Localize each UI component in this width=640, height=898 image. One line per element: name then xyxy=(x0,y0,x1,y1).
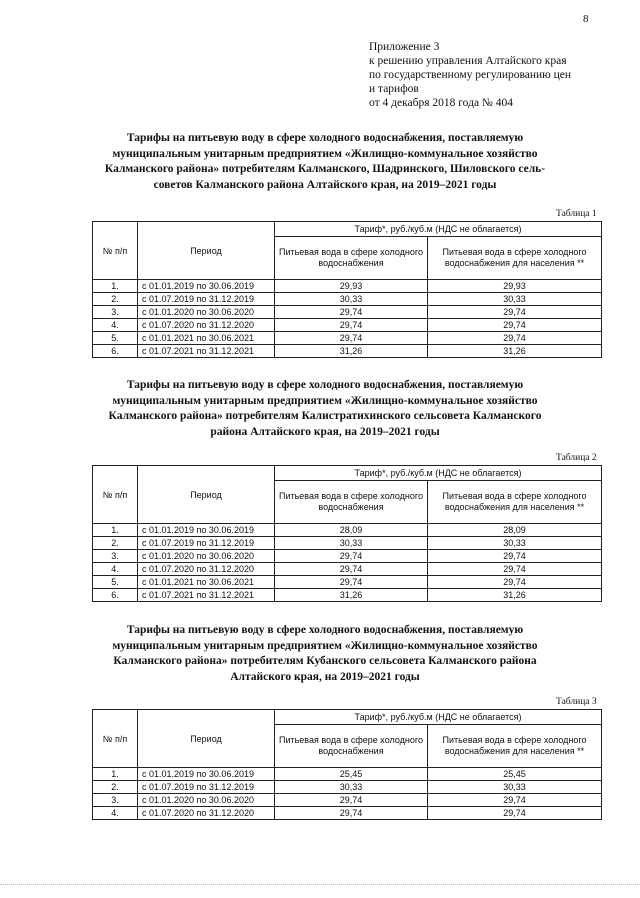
header-col-population: Питьевая вода в сфере холодного водоснабжения для населения ** xyxy=(428,725,602,768)
page-bottom-edge xyxy=(0,884,640,885)
row-tariff-population: 30,33 xyxy=(428,537,602,550)
table-row xyxy=(93,537,602,550)
row-number: 6. xyxy=(93,589,138,602)
row-period: с 01.07.2020 по 31.12.2020 xyxy=(138,319,275,332)
row-period: с 01.01.2019 по 30.06.2019 xyxy=(138,280,275,293)
header-col-population: Питьевая вода в сфере холодного водоснабжения для населения ** xyxy=(428,481,602,524)
header-tariff: Тариф*, руб./куб.м (НДС не облагается) xyxy=(275,466,602,481)
row-tariff-general: 31,26 xyxy=(275,589,428,602)
table-row xyxy=(93,563,602,576)
row-period: с 01.07.2019 по 31.12.2019 xyxy=(138,537,275,550)
row-tariff-population: 29,74 xyxy=(428,550,602,563)
table-row xyxy=(93,550,602,563)
row-number: 3. xyxy=(93,794,138,807)
table-2-caption: Таблица 2 xyxy=(556,453,597,463)
row-tariff-general: 29,74 xyxy=(275,550,428,563)
tariff-table-2 xyxy=(92,465,602,602)
appendix-line: к решению управления Алтайского края xyxy=(369,55,567,67)
table-row xyxy=(93,293,602,306)
row-period: с 01.07.2020 по 31.12.2020 xyxy=(138,807,275,820)
table-1-caption: Таблица 1 xyxy=(556,209,597,219)
row-number: 4. xyxy=(93,563,138,576)
row-tariff-general: 29,74 xyxy=(275,319,428,332)
table-row xyxy=(93,794,602,807)
row-tariff-general: 30,33 xyxy=(275,537,428,550)
row-tariff-general: 29,74 xyxy=(275,332,428,345)
appendix-line: от 4 декабря 2018 года № 404 xyxy=(369,97,514,109)
row-period: с 01.01.2021 по 30.06.2021 xyxy=(138,332,275,345)
header-tariff: Тариф*, руб./куб.м (НДС не облагается) xyxy=(275,222,602,237)
row-period: с 01.01.2020 по 30.06.2020 xyxy=(138,306,275,319)
row-period: с 01.01.2020 по 30.06.2020 xyxy=(138,550,275,563)
row-number: 4. xyxy=(93,807,138,820)
header-num: № п/п xyxy=(93,222,138,280)
row-tariff-general: 29,74 xyxy=(275,807,428,820)
header-col-general: Питьевая вода в сфере холодного водоснабжения xyxy=(275,237,428,280)
appendix-block xyxy=(369,40,571,110)
row-period: с 01.01.2021 по 30.06.2021 xyxy=(138,576,275,589)
table-row xyxy=(93,280,602,293)
row-number: 2. xyxy=(93,537,138,550)
row-period: с 01.07.2021 по 31.12.2021 xyxy=(138,345,275,358)
row-period: с 01.07.2019 по 31.12.2019 xyxy=(138,781,275,794)
row-number: 1. xyxy=(93,280,138,293)
row-tariff-general: 29,74 xyxy=(275,306,428,319)
table-row xyxy=(93,589,602,602)
row-tariff-population: 29,74 xyxy=(428,319,602,332)
row-number: 4. xyxy=(93,319,138,332)
row-number: 6. xyxy=(93,345,138,358)
header-col-general: Питьевая вода в сфере холодного водоснабжения xyxy=(275,481,428,524)
tariff-table-3 xyxy=(92,709,602,820)
row-tariff-general: 29,93 xyxy=(275,280,428,293)
table-row xyxy=(93,768,602,781)
tariff-table-1 xyxy=(92,221,602,358)
row-period: с 01.07.2021 по 31.12.2021 xyxy=(138,589,275,602)
row-number: 5. xyxy=(93,332,138,345)
row-tariff-population: 31,26 xyxy=(428,345,602,358)
header-period: Период xyxy=(138,710,275,768)
row-number: 5. xyxy=(93,576,138,589)
row-period: с 01.07.2019 по 31.12.2019 xyxy=(138,293,275,306)
header-col-population: Питьевая вода в сфере холодного водоснабжения для населения ** xyxy=(428,237,602,280)
row-tariff-general: 25,45 xyxy=(275,768,428,781)
header-period: Период xyxy=(138,466,275,524)
header-tariff: Тариф*, руб./куб.м (НДС не облагается) xyxy=(275,710,602,725)
row-tariff-population: 30,33 xyxy=(428,293,602,306)
row-tariff-population: 29,74 xyxy=(428,563,602,576)
appendix-line: Приложение 3 xyxy=(369,41,440,53)
row-tariff-general: 28,09 xyxy=(275,524,428,537)
header-num: № п/п xyxy=(93,710,138,768)
table-row xyxy=(93,807,602,820)
table-row xyxy=(93,781,602,794)
table-row xyxy=(93,306,602,319)
row-number: 2. xyxy=(93,293,138,306)
page-number: 8 xyxy=(583,13,589,25)
section-2-heading: Тарифы на питьевую воду в сфере холодного водоснабжения, поставляемую муниципальным унитарным предприятием «Жилищно-коммунальное хозяйство Калманского района» потребителям Калистратихинского сельсовета Калманского района Алтайского края, на 2019–2021 годы xyxy=(108,379,542,438)
row-number: 1. xyxy=(93,524,138,537)
row-number: 1. xyxy=(93,768,138,781)
header-period: Период xyxy=(138,222,275,280)
row-period: с 01.01.2020 по 30.06.2020 xyxy=(138,794,275,807)
row-tariff-population: 29,93 xyxy=(428,280,602,293)
appendix-line: и тарифов xyxy=(369,83,419,95)
table-row xyxy=(93,332,602,345)
header-num: № п/п xyxy=(93,466,138,524)
row-tariff-population: 29,74 xyxy=(428,807,602,820)
row-tariff-general: 29,74 xyxy=(275,794,428,807)
row-period: с 01.01.2019 по 30.06.2019 xyxy=(138,768,275,781)
table-3-caption: Таблица 3 xyxy=(556,697,597,707)
row-tariff-general: 30,33 xyxy=(275,293,428,306)
table-row xyxy=(93,576,602,589)
row-period: с 01.07.2020 по 31.12.2020 xyxy=(138,563,275,576)
section-1-heading: Тарифы на питьевую воду в сфере холодного водоснабжения, поставляемую муниципальным унитарным предприятием «Жилищно-коммунальное хозяйство Калманского района» потребителям Калманского, Шадринского, Шиловского сель-советов Калманского района Алтайского края, на 2019–2021 годы xyxy=(104,132,546,191)
row-tariff-general: 31,26 xyxy=(275,345,428,358)
row-number: 3. xyxy=(93,550,138,563)
header-col-general: Питьевая вода в сфере холодного водоснабжения xyxy=(275,725,428,768)
row-tariff-population: 25,45 xyxy=(428,768,602,781)
row-period: с 01.01.2019 по 30.06.2019 xyxy=(138,524,275,537)
row-tariff-general: 29,74 xyxy=(275,576,428,589)
row-tariff-population: 29,74 xyxy=(428,332,602,345)
row-tariff-population: 31,26 xyxy=(428,589,602,602)
row-tariff-general: 30,33 xyxy=(275,781,428,794)
table-row xyxy=(93,345,602,358)
table-row xyxy=(93,524,602,537)
section-3-heading: Тарифы на питьевую воду в сфере холодного водоснабжения, поставляемую муниципальным унитарным предприятием «Жилищно-коммунальное хозяйство Калманского района» потребителям Кубанского сельсовета Калманского района Алтайского края, на 2019–2021 годы xyxy=(112,624,538,683)
row-tariff-population: 28,09 xyxy=(428,524,602,537)
row-tariff-population: 30,33 xyxy=(428,781,602,794)
row-tariff-general: 29,74 xyxy=(275,563,428,576)
row-tariff-population: 29,74 xyxy=(428,576,602,589)
appendix-line: по государственному регулированию цен xyxy=(369,69,572,81)
row-tariff-population: 29,74 xyxy=(428,794,602,807)
table-row xyxy=(93,319,602,332)
row-number: 3. xyxy=(93,306,138,319)
row-number: 2. xyxy=(93,781,138,794)
row-tariff-population: 29,74 xyxy=(428,306,602,319)
